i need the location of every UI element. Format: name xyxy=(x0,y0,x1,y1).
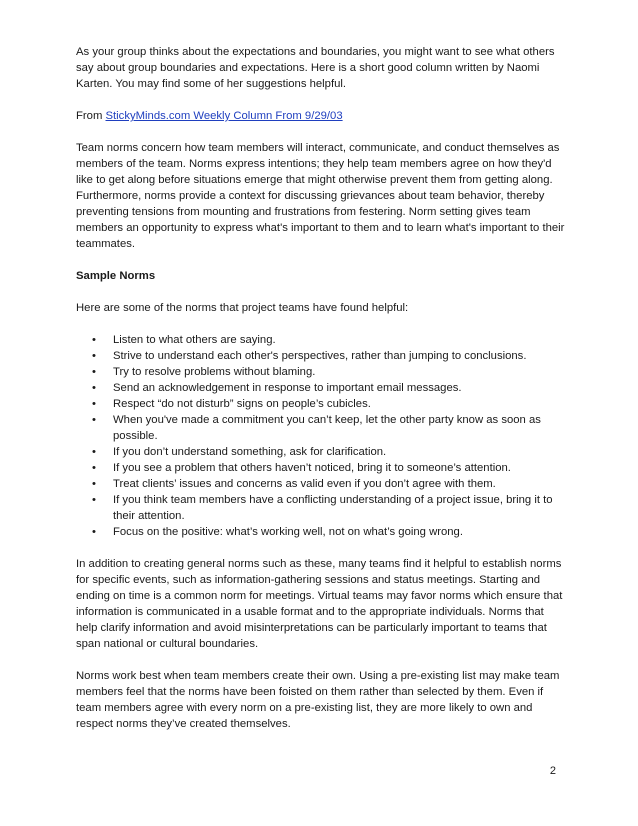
norm-list-item xyxy=(76,380,566,396)
norm-list-item xyxy=(76,364,566,380)
norm-text: Treat clients’ issues and concerns as valid even if you don’t agree with them. xyxy=(113,478,496,490)
bullet-icon: • xyxy=(92,462,96,474)
norm-list-item xyxy=(76,444,566,460)
page-number: 2 xyxy=(549,765,556,777)
norm-text: Focus on the positive: what’s working well, not on what’s going wrong. xyxy=(113,526,463,538)
bullet-icon: • xyxy=(92,478,96,490)
norm-list-item xyxy=(76,492,566,524)
source-line xyxy=(76,108,566,124)
bullet-icon: • xyxy=(92,414,96,426)
team-norms-paragraph: Team norms concern how team members will interact, communicate, and conduct themselves as members of the team. Norms express intentions; they help team members agree on how they'd like to get along before situations emerge that might otherwise prevent them from getting along. Furthermore, norms provide a context for discussing grievances about team behavior, thereby preventing tensions from mounting and frustrations from festering. Norm setting gives team members an opportunity to express what's important to them and to learn what's important to their teammates. xyxy=(76,142,565,250)
own-norms-paragraph: Norms work best when team members create their own. Using a pre-existing list may make team members feel that the norms have been foisted on them rather than selected by them. Even if team members agree with every norm on a pre-existing list, they are more likely to own and respect norms they’ve created themselves. xyxy=(76,670,560,730)
norm-list-item xyxy=(76,332,566,348)
norm-text: Strive to understand each other's perspectives, rather than jumping to conclusions. xyxy=(113,350,527,362)
bullet-icon: • xyxy=(92,526,96,538)
bullet-icon: • xyxy=(92,398,96,410)
norm-text: Listen to what others are saying. xyxy=(113,334,276,346)
norm-text: If you don’t understand something, ask for clarification. xyxy=(113,446,387,458)
bullet-icon: • xyxy=(92,446,96,458)
bullet-icon: • xyxy=(92,334,96,346)
norm-list-item xyxy=(76,396,566,412)
bullet-icon: • xyxy=(92,494,96,506)
sample-norms-heading: Sample Norms xyxy=(76,270,156,282)
source-prefix: From xyxy=(76,110,106,122)
norm-list-item xyxy=(76,348,566,364)
norm-text: Respect “do not disturb” signs on people’s cubicles. xyxy=(113,398,371,410)
norm-list-item xyxy=(76,476,566,492)
norm-list-item xyxy=(76,524,566,540)
bullet-icon: • xyxy=(92,350,96,362)
intro-paragraph: As your group thinks about the expectations and boundaries, you might want to see what others say about group boundaries and expectations. Here is a short good column written by Naomi Karten. You may find some of her suggestions helpful. xyxy=(76,46,555,90)
specific-norms-paragraph: In addition to creating general norms such as these, many teams find it helpful to establish norms for specific events, such as information-gathering sessions and status meetings. Starting and ending on time is a common norm for meetings. Virtual teams may favor norms which ensure that information is communicated in a usable format and to the appropriate individuals. Norms that help clarify information and avoid misinterpretations can be particularly important to teams that span national or cultural boundaries. xyxy=(76,558,563,650)
norms-list-intro: Here are some of the norms that project teams have found helpful: xyxy=(76,302,409,314)
norm-text: If you see a problem that others haven’t noticed, bring it to someone’s attention. xyxy=(113,462,511,474)
stickyminds-column-link[interactable]: StickyMinds.com Weekly Column From 9/29/03 xyxy=(105,110,343,122)
norm-list-item xyxy=(76,412,566,444)
norm-text: Try to resolve problems without blaming. xyxy=(113,366,316,378)
norms-list xyxy=(76,332,566,540)
page-content xyxy=(76,44,566,748)
norm-text: Send an acknowledgement in response to important email messages. xyxy=(113,382,462,394)
norm-list-item xyxy=(76,460,566,476)
norm-text: If you think team members have a conflicting understanding of a project issue, bring it to their attention. xyxy=(113,494,553,522)
bullet-icon: • xyxy=(92,366,96,378)
bullet-icon: • xyxy=(92,382,96,394)
norm-text: When you've made a commitment you can’t keep, let the other party know as soon as possible. xyxy=(113,414,541,442)
